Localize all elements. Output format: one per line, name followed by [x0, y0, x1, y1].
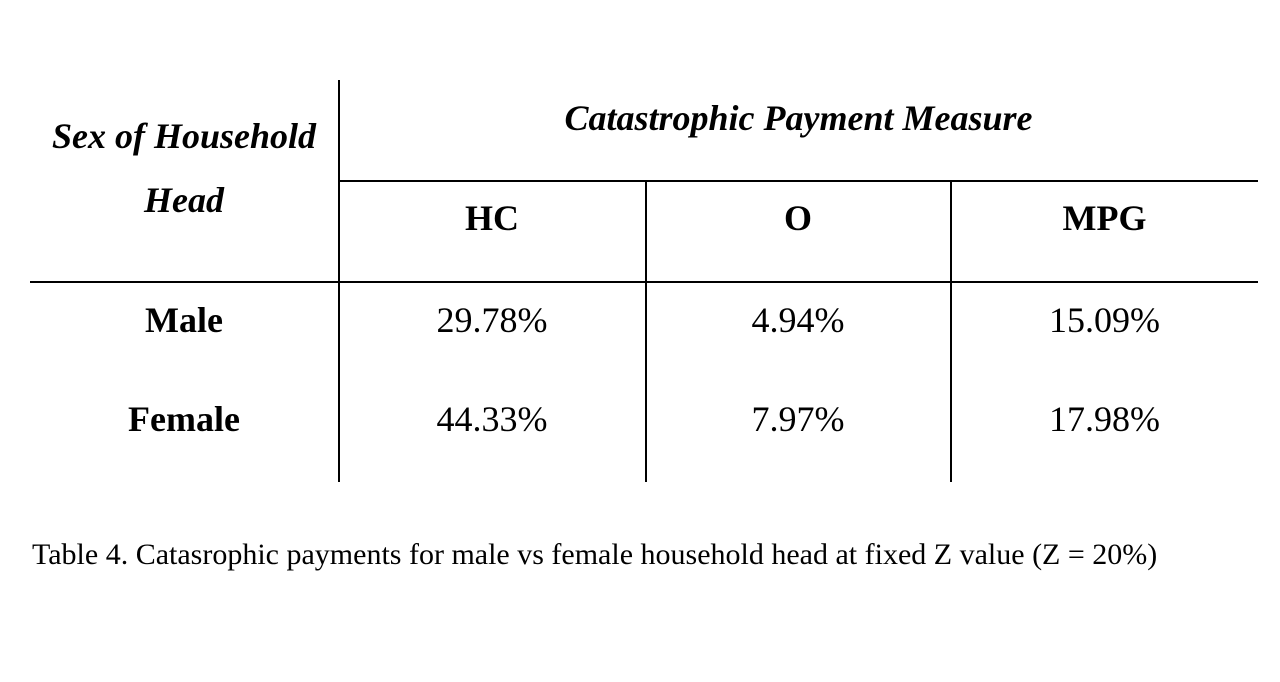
- column-header-o: O: [783, 198, 812, 238]
- column-header-hc: HC: [465, 198, 519, 238]
- row-header-label-line2: Head: [144, 180, 224, 220]
- divider-under-column-headers: [30, 281, 1258, 283]
- table-cell: 4.94%: [751, 300, 845, 340]
- table-cell: 7.97%: [751, 399, 845, 439]
- table-cell: 15.09%: [1049, 300, 1160, 340]
- row-label-female: Female: [128, 399, 240, 439]
- table-cell: 44.33%: [436, 399, 548, 439]
- column-header-mpg: MPG: [1062, 198, 1147, 238]
- table-cell: 17.98%: [1049, 399, 1160, 439]
- row-label-male: Male: [145, 300, 223, 340]
- table-caption: Table 4. Catasrophic payments for male vs female household head at fixed Z value (Z = 20%): [32, 538, 1158, 571]
- group-header: Catastrophic Payment Measure: [564, 98, 1033, 138]
- table-cell: 29.78%: [436, 300, 548, 340]
- row-header-label-line1: Sex of Household: [51, 116, 317, 156]
- divider-under-group-header: [339, 180, 1258, 182]
